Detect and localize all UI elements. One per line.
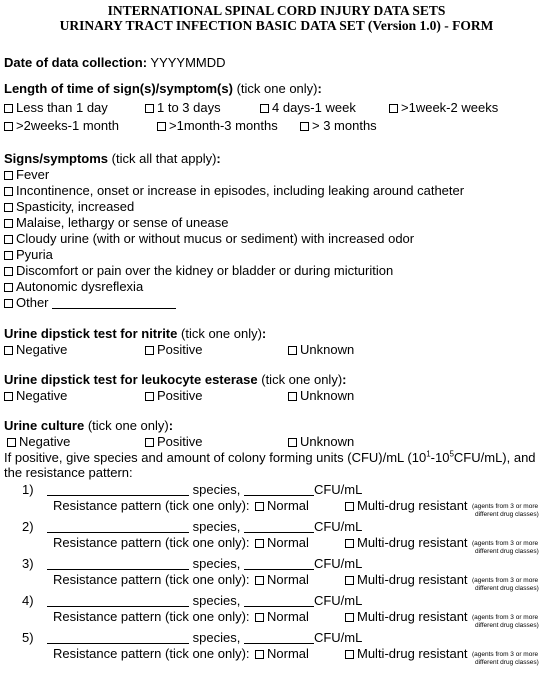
checkbox[interactable] <box>288 392 297 401</box>
multi-drug-note: (agents from 3 or more <box>472 651 539 658</box>
cfu-label: CFU/mL <box>313 556 363 571</box>
culture-note-text: If positive, give species and amount of colony forming units (CFU)/mL (10 <box>4 450 427 465</box>
nitrite-colon: : <box>261 326 267 341</box>
culture-instruction: (tick one only) <box>87 418 169 433</box>
nitrite-option[interactable] <box>4 342 67 357</box>
species-blank-field[interactable] <box>47 520 189 533</box>
multi-drug-label: Multi-drug resistant <box>357 498 468 513</box>
entry-species-row <box>47 593 362 608</box>
length-option-label: 4 days-1 week <box>272 100 356 115</box>
checkbox[interactable] <box>345 502 354 511</box>
species-label: species, <box>192 593 241 608</box>
multi-drug-option[interactable] <box>345 498 468 513</box>
length-option[interactable] <box>260 100 356 115</box>
sign-option-label: Malaise, lethargy or sense of unease <box>16 215 229 230</box>
sign-option[interactable] <box>4 247 53 262</box>
cfu-label: CFU/mL <box>313 593 363 608</box>
nitrite-option-label: Positive <box>157 342 203 357</box>
multi-drug-note: different drug classes) <box>475 548 539 555</box>
entry-number: 4) <box>22 593 34 608</box>
sign-option-label: Pyuria <box>16 247 53 262</box>
length-option-label: >1month-3 months <box>169 118 278 133</box>
culture-option[interactable] <box>7 434 70 449</box>
checkbox[interactable] <box>288 438 297 447</box>
normal-option[interactable] <box>255 535 309 550</box>
species-label: species, <box>192 630 241 645</box>
sign-option-label: Fever <box>16 167 50 182</box>
normal-label: Normal <box>267 609 309 624</box>
date-row <box>4 55 226 70</box>
culture-option[interactable] <box>288 434 354 449</box>
checkbox[interactable] <box>345 613 354 622</box>
multi-drug-note: (agents from 3 or more <box>472 540 539 547</box>
culture-option[interactable] <box>145 434 203 449</box>
multi-drug-note: (agents from 3 or more <box>472 577 539 584</box>
other-blank-field[interactable] <box>52 296 176 309</box>
species-blank-field[interactable] <box>47 557 189 570</box>
checkbox[interactable] <box>4 104 13 113</box>
entry-species-row <box>47 630 362 645</box>
checkbox[interactable] <box>255 576 264 585</box>
length-option-label: >1week-2 weeks <box>401 100 499 115</box>
checkbox[interactable] <box>145 104 154 113</box>
sign-option[interactable] <box>4 167 49 182</box>
cfu-label: CFU/mL <box>313 482 363 497</box>
sign-option[interactable] <box>4 263 393 278</box>
signs-label: Signs/symptoms <box>4 151 109 166</box>
multi-drug-option[interactable] <box>345 572 468 587</box>
multi-drug-option[interactable] <box>345 535 468 550</box>
entry-species-row <box>47 482 362 497</box>
cfu-blank-field[interactable] <box>244 520 314 533</box>
cfu-blank-field[interactable] <box>244 631 314 644</box>
multi-drug-label: Multi-drug resistant <box>357 646 468 661</box>
leukocyte-heading <box>4 372 347 387</box>
entry-species-row <box>47 556 362 571</box>
checkbox[interactable] <box>4 251 13 260</box>
multi-drug-note: different drug classes) <box>475 511 539 518</box>
checkbox[interactable] <box>145 438 154 447</box>
nitrite-option-label: Unknown <box>300 342 355 357</box>
culture-note-line2: the resistance pattern: <box>4 465 133 480</box>
length-option[interactable] <box>157 118 278 133</box>
checkbox[interactable] <box>4 235 13 244</box>
sign-option-label: Other <box>16 295 49 310</box>
nitrite-option[interactable] <box>288 342 354 357</box>
species-label: species, <box>192 482 241 497</box>
checkbox[interactable] <box>255 650 264 659</box>
species-blank-field[interactable] <box>47 631 189 644</box>
length-option-label: > 3 months <box>312 118 377 133</box>
checkbox[interactable] <box>255 539 264 548</box>
cfu-blank-field[interactable] <box>244 557 314 570</box>
multi-drug-label: Multi-drug resistant <box>357 535 468 550</box>
entry-number: 5) <box>22 630 34 645</box>
length-option[interactable] <box>389 100 498 115</box>
normal-option[interactable] <box>255 498 309 513</box>
checkbox[interactable] <box>7 438 16 447</box>
checkbox[interactable] <box>4 122 13 131</box>
multi-drug-option[interactable] <box>345 609 468 624</box>
sign-option[interactable] <box>4 231 414 246</box>
length-option[interactable] <box>4 100 108 115</box>
resistance-label: Resistance pattern (tick one only): <box>53 572 250 587</box>
leukocyte-option[interactable] <box>288 388 354 403</box>
multi-drug-label: Multi-drug resistant <box>357 609 468 624</box>
length-option-label: >2weeks-1 month <box>16 118 119 133</box>
checkbox[interactable] <box>389 104 398 113</box>
checkbox[interactable] <box>260 104 269 113</box>
checkbox[interactable] <box>4 267 13 276</box>
form-title-line1: INTERNATIONAL SPINAL CORD INJURY DATA SETS <box>107 3 446 18</box>
nitrite-instruction: (tick one only) <box>181 326 262 341</box>
cfu-blank-field[interactable] <box>244 594 314 607</box>
resistance-label: Resistance pattern (tick one only): <box>53 535 250 550</box>
species-blank-field[interactable] <box>47 483 189 496</box>
sign-option-other[interactable] <box>4 295 176 310</box>
multi-drug-note: (agents from 3 or more <box>472 614 539 621</box>
leukocyte-option[interactable] <box>4 388 67 403</box>
culture-note-sup: 5 <box>449 449 454 459</box>
nitrite-option[interactable] <box>145 342 203 357</box>
culture-option-label: Unknown <box>300 434 355 449</box>
culture-note-text: -10 <box>430 450 450 465</box>
cfu-label: CFU/mL <box>313 630 363 645</box>
length-option-label: Less than 1 day <box>16 100 108 115</box>
checkbox[interactable] <box>145 392 154 401</box>
sign-option-label: Cloudy urine (with or without mucus or sediment) with increased odor <box>16 231 415 246</box>
culture-heading <box>4 418 173 433</box>
sign-option[interactable] <box>4 183 464 198</box>
culture-note-sup: 1 <box>426 449 431 459</box>
normal-label: Normal <box>267 535 309 550</box>
date-value[interactable]: YYYYMMDD <box>150 55 226 70</box>
length-option[interactable] <box>300 118 377 133</box>
species-label: species, <box>192 556 241 571</box>
form-title-line2: URINARY TRACT INFECTION BASIC DATA SET (Version 1.0) - FORM <box>59 18 494 33</box>
length-option-label: 1 to 3 days <box>157 100 221 115</box>
checkbox[interactable] <box>4 203 13 212</box>
sign-option-label: Autonomic dysreflexia <box>16 279 144 294</box>
entry-species-row <box>47 519 362 534</box>
cfu-blank-field[interactable] <box>244 483 314 496</box>
leukocyte-option-label: Negative <box>16 388 68 403</box>
culture-colon: : <box>168 418 174 433</box>
checkbox[interactable] <box>4 187 13 196</box>
date-label: Date of data collection: <box>4 55 148 70</box>
nitrite-option-label: Negative <box>16 342 68 357</box>
length-option[interactable] <box>145 100 221 115</box>
multi-drug-note: different drug classes) <box>475 585 539 592</box>
checkbox[interactable] <box>4 346 13 355</box>
length-colon: : <box>317 81 322 96</box>
culture-option-label: Positive <box>157 434 203 449</box>
culture-note-text: CFU/mL), and <box>453 450 536 465</box>
checkbox[interactable] <box>4 392 13 401</box>
leukocyte-label: Urine dipstick test for leukocyte esterase <box>4 372 258 387</box>
leukocyte-option-label: Positive <box>157 388 203 403</box>
normal-label: Normal <box>267 646 309 661</box>
checkbox[interactable] <box>300 122 309 131</box>
sign-option-label: Incontinence, onset or increase in episodes, including leaking around catheter <box>16 183 465 198</box>
sign-option[interactable] <box>4 215 228 230</box>
checkbox[interactable] <box>345 539 354 548</box>
normal-option[interactable] <box>255 572 309 587</box>
length-instruction: (tick one only) <box>236 81 318 96</box>
nitrite-heading <box>4 326 266 341</box>
normal-label: Normal <box>267 498 309 513</box>
leukocyte-colon: : <box>342 372 347 387</box>
checkbox[interactable] <box>4 283 13 292</box>
checkbox[interactable] <box>4 171 13 180</box>
checkbox[interactable] <box>4 219 13 228</box>
normal-option[interactable] <box>255 646 309 661</box>
entry-number: 1) <box>22 482 34 497</box>
leukocyte-instruction: (tick one only) <box>261 372 343 387</box>
multi-drug-option[interactable] <box>345 646 468 661</box>
resistance-label: Resistance pattern (tick one only): <box>53 646 250 661</box>
sign-option[interactable] <box>4 279 143 294</box>
sign-option[interactable] <box>4 199 134 214</box>
cfu-label: CFU/mL <box>313 519 363 534</box>
signs-colon: : <box>216 151 221 166</box>
length-heading <box>4 81 322 96</box>
checkbox[interactable] <box>345 576 354 585</box>
entry-number: 2) <box>22 519 34 534</box>
species-label: species, <box>192 519 241 534</box>
checkbox[interactable] <box>145 346 154 355</box>
resistance-label: Resistance pattern (tick one only): <box>53 498 250 513</box>
sign-option-label: Discomfort or pain over the kidney or bladder or during micturition <box>16 263 394 278</box>
signs-instruction: (tick all that apply) <box>111 151 217 166</box>
species-blank-field[interactable] <box>47 594 189 607</box>
sign-option-label: Spasticity, increased <box>16 199 135 214</box>
checkbox[interactable] <box>4 299 13 308</box>
checkbox[interactable] <box>157 122 166 131</box>
normal-label: Normal <box>267 572 309 587</box>
length-option[interactable] <box>4 118 119 133</box>
multi-drug-note: different drug classes) <box>475 622 539 629</box>
checkbox[interactable] <box>255 613 264 622</box>
checkbox[interactable] <box>255 502 264 511</box>
culture-option-label: Negative <box>19 434 71 449</box>
multi-drug-label: Multi-drug resistant <box>357 572 468 587</box>
culture-label: Urine culture <box>4 418 85 433</box>
resistance-label: Resistance pattern (tick one only): <box>53 609 250 624</box>
normal-option[interactable] <box>255 609 309 624</box>
leukocyte-option-label: Unknown <box>300 388 355 403</box>
signs-heading <box>4 151 221 166</box>
multi-drug-note: (agents from 3 or more <box>472 503 539 510</box>
checkbox[interactable] <box>345 650 354 659</box>
culture-note <box>4 450 536 465</box>
leukocyte-option[interactable] <box>145 388 203 403</box>
length-label: Length of time of sign(s)/symptom(s) <box>4 81 233 96</box>
checkbox[interactable] <box>288 346 297 355</box>
multi-drug-note: different drug classes) <box>475 659 539 666</box>
nitrite-label: Urine dipstick test for nitrite <box>4 326 178 341</box>
entry-number: 3) <box>22 556 34 571</box>
